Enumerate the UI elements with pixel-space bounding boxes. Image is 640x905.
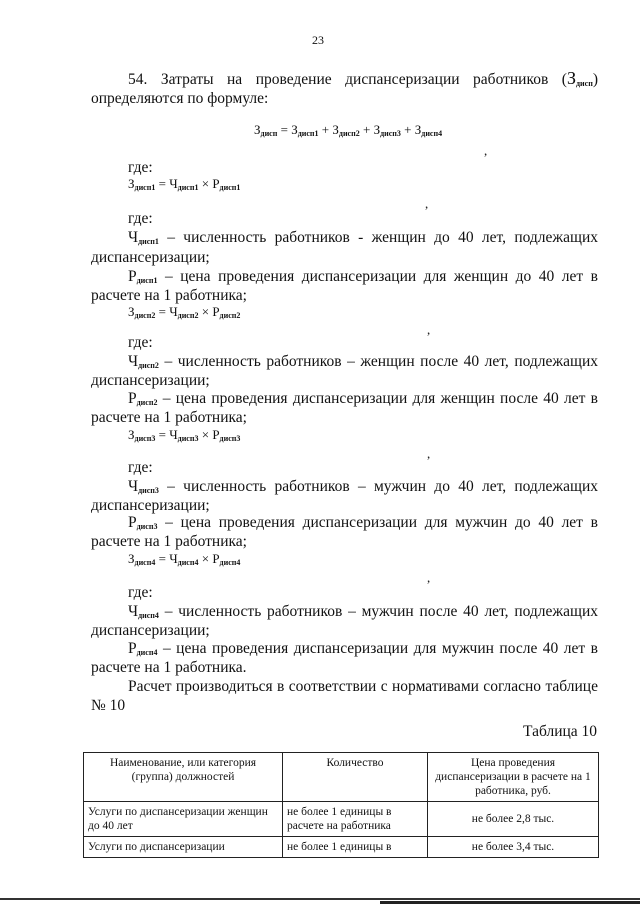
formula-2: $З_{дисп2} = Ч_{дисп2} \times Р_{дисп2}$ — [128, 304, 241, 320]
cell-price: не более 2,8 тыс. — [428, 802, 599, 837]
header-name: Наименование, или категория (группа) должностей — [84, 753, 283, 802]
def-p2-line2: расчете на 1 работника; — [91, 409, 247, 426]
table-caption: Таблица 10 — [523, 723, 598, 740]
formula-3: $З_{дисп3} = Ч_{дисп3} \times Р_{дисп3}$ — [128, 427, 241, 443]
comma-4: , — [427, 446, 431, 461]
comma-3: , — [427, 322, 431, 337]
def-ch1-line1: $Ч_{дисп1}$ – численность работников - женщин до 40 лет, подлежащих — [128, 229, 598, 246]
comma-2: , — [425, 196, 429, 211]
def-p3-line1: $Р_{дисп3}$ – цена проведения диспансеризации для мужчин до 40 лет в — [128, 514, 598, 531]
def-p2-line1: $Р_{дисп2}$ – цена проведения диспансеризации для женщин после 40 лет в — [128, 390, 598, 407]
calc-line-2: № 10 — [91, 697, 126, 714]
cell-name: Услуги по диспансеризации — [84, 837, 283, 858]
calc-line-1: Расчет производиться в соответствии с нормативами согласно таблице — [128, 678, 598, 695]
cell-quantity: не более 1 единицы в — [283, 837, 428, 858]
def-ch2-line1: $Ч_{дисп2}$ – численность работников – женщин после 40 лет, подлежащих — [128, 353, 598, 370]
comma-5: , — [427, 570, 431, 585]
def-p4-line1: $Р_{дисп4}$ – цена проведения диспансеризации для мужчин после 40 лет в — [128, 640, 598, 657]
def-p4-line2: расчете на 1 работника. — [91, 659, 247, 676]
comma-1: , — [484, 143, 488, 158]
def-ch4-line1: $Ч_{дисп4}$ – численность работников – мужчин после 40 лет, подлежащих — [128, 603, 598, 620]
page-number: 23 — [312, 33, 324, 47]
header-quantity: Количество — [283, 753, 428, 802]
intro-line-2: определяются по формуле: — [91, 90, 269, 107]
cell-price: не более 3,4 тыс. — [428, 837, 599, 858]
scan-edge-line — [0, 898, 640, 900]
scan-edge-bar — [380, 901, 640, 904]
where-2: где: — [128, 210, 153, 227]
main-formula: $З_{дисп} = З_{дисп1} + З_{дисп2} + З_{дисп3} + З_{дисп4}$ — [254, 122, 443, 138]
where-4: где: — [128, 459, 153, 476]
header-price: Цена проведения диспансеризации в расчете на 1 работника, руб. — [428, 753, 599, 802]
where-1: где: — [128, 159, 153, 176]
cell-quantity: не более 1 единицы в расчете на работника — [283, 802, 428, 837]
def-ch4-line2: диспансеризации; — [91, 622, 210, 639]
def-ch3-line1: $Ч_{дисп3}$ – численность работников – мужчин до 40 лет, подлежащих — [128, 478, 598, 495]
formula-1: $З_{дисп1} = Ч_{дисп1} \times Р_{дисп1}$ — [128, 176, 241, 192]
def-ch1-line2: диспансеризации; — [91, 249, 210, 266]
where-3: где: — [128, 334, 153, 351]
def-p1-line1: $Р_{дисп1}$ – цена проведения диспансеризации для женщин до 40 лет в — [128, 268, 598, 285]
def-ch3-line2: диспансеризации; — [91, 497, 210, 514]
def-p1-line2: расчете на 1 работника; — [91, 287, 247, 304]
table-row — [84, 802, 599, 837]
def-ch2-line2: диспансеризации; — [91, 372, 210, 389]
norms-table — [83, 752, 599, 858]
intro-line-1: 54. Затраты на проведение диспансеризации работников $(З_{дисп})$ — [128, 68, 598, 88]
table-row — [84, 837, 599, 858]
cell-name: Услуги по диспансеризации женщин до 40 лет — [84, 802, 283, 837]
def-p3-line2: расчете на 1 работника; — [91, 533, 247, 550]
table-header-row — [84, 753, 599, 802]
where-5: где: — [128, 584, 153, 601]
formula-4: $З_{дисп4} = Ч_{дисп4} \times Р_{дисп4}$ — [128, 551, 241, 567]
